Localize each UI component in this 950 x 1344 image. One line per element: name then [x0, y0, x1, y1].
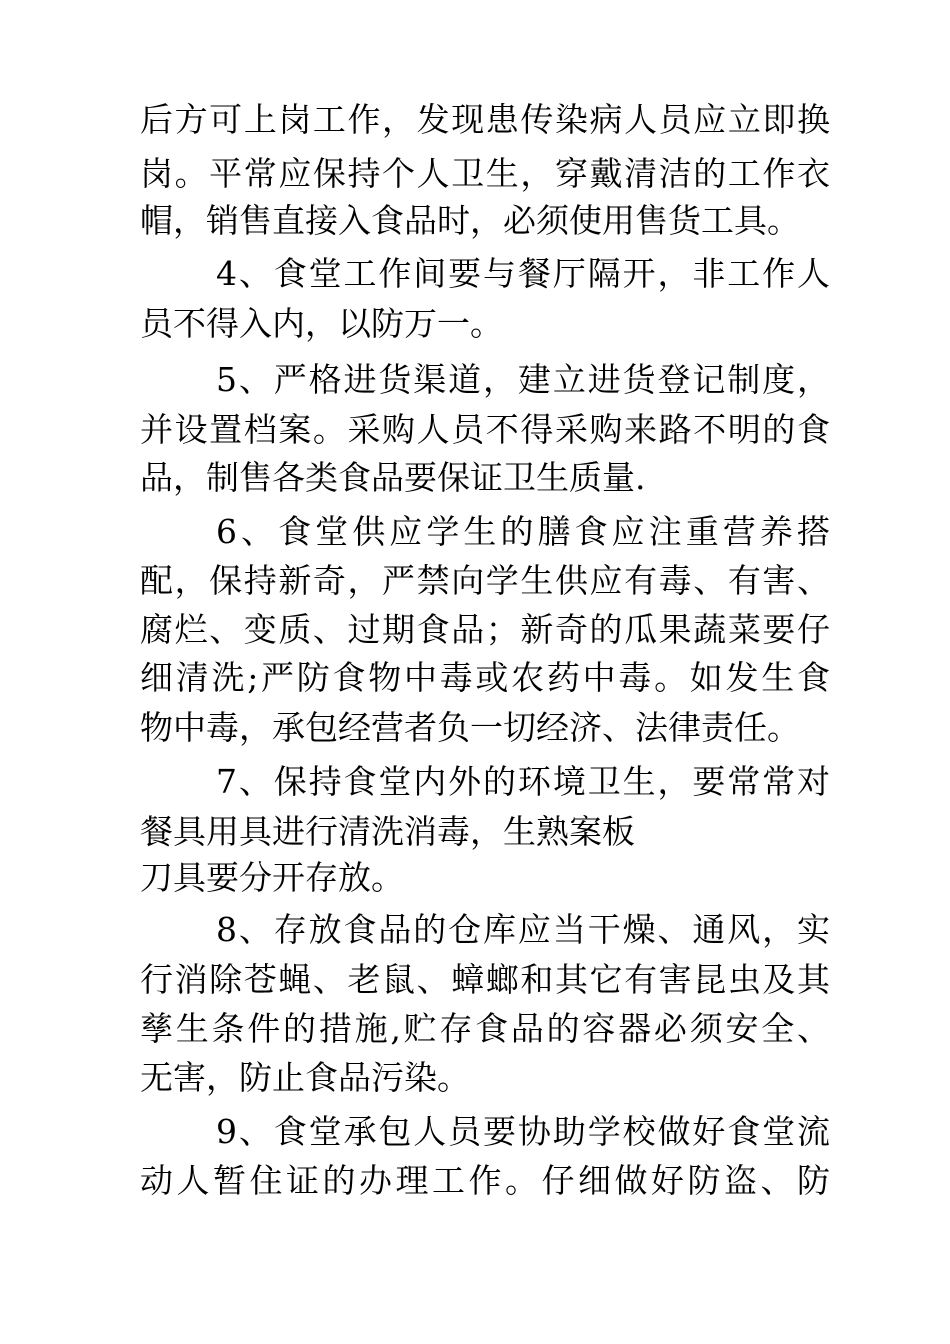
text-line: 无害，防止食品污染。	[140, 1058, 470, 1097]
text-line: 4、食堂工作间要与餐厅隔开，非工作人	[216, 254, 830, 293]
text-line: 7、保持食堂内外的环境卫生，要常常对	[216, 762, 830, 801]
text-line: 动人暂住证的办理工作。仔细做好防盗、防	[140, 1161, 830, 1200]
text-line: 配，保持新奇，严禁向学生供应有毒、有害、	[140, 561, 830, 600]
text-line: 刀具要分开存放。	[140, 858, 404, 897]
text-line: 帽，销售直接入食品时，必须使用售货工具。	[140, 201, 800, 240]
text-line: 品，制售各类食品要保证卫生质量.	[140, 458, 646, 497]
text-line: 后方可上岗工作，发现患传染病人员应立即换	[140, 100, 830, 139]
text-line: 餐具用具进行清洗消毒，生熟案板	[140, 812, 635, 851]
text-line: 员不得入内，以防万一。	[140, 304, 503, 343]
text-line: 腐烂、变质、过期食品；新奇的瓜果蔬菜要仔	[140, 610, 830, 649]
text-line: 并设置档案。采购人员不得采购来路不明的食	[140, 410, 830, 449]
text-line: 9、食堂承包人员要协助学校做好食堂流	[216, 1112, 830, 1151]
text-line: 8、存放食品的仓库应当干燥、通风，实	[216, 910, 830, 949]
text-line: 细清洗;严防食物中毒或农药中毒。如发生食	[140, 658, 830, 697]
text-line: 孳生条件的措施,贮存食品的容器必须安全、	[140, 1009, 830, 1048]
text-line: 岗。平常应保持个人卫生，穿戴清洁的工作衣	[140, 154, 830, 193]
text-line: 物中毒，承包经营者负一切经济、法律责任。	[140, 708, 800, 747]
text-line: 行消除苍蝇、老鼠、蟑螂和其它有害昆虫及其	[140, 960, 830, 999]
text-line: 5、严格进货渠道，建立进货登记制度，	[216, 360, 830, 399]
text-line: 6、食堂供应学生的膳食应注重营养搭	[216, 512, 830, 551]
